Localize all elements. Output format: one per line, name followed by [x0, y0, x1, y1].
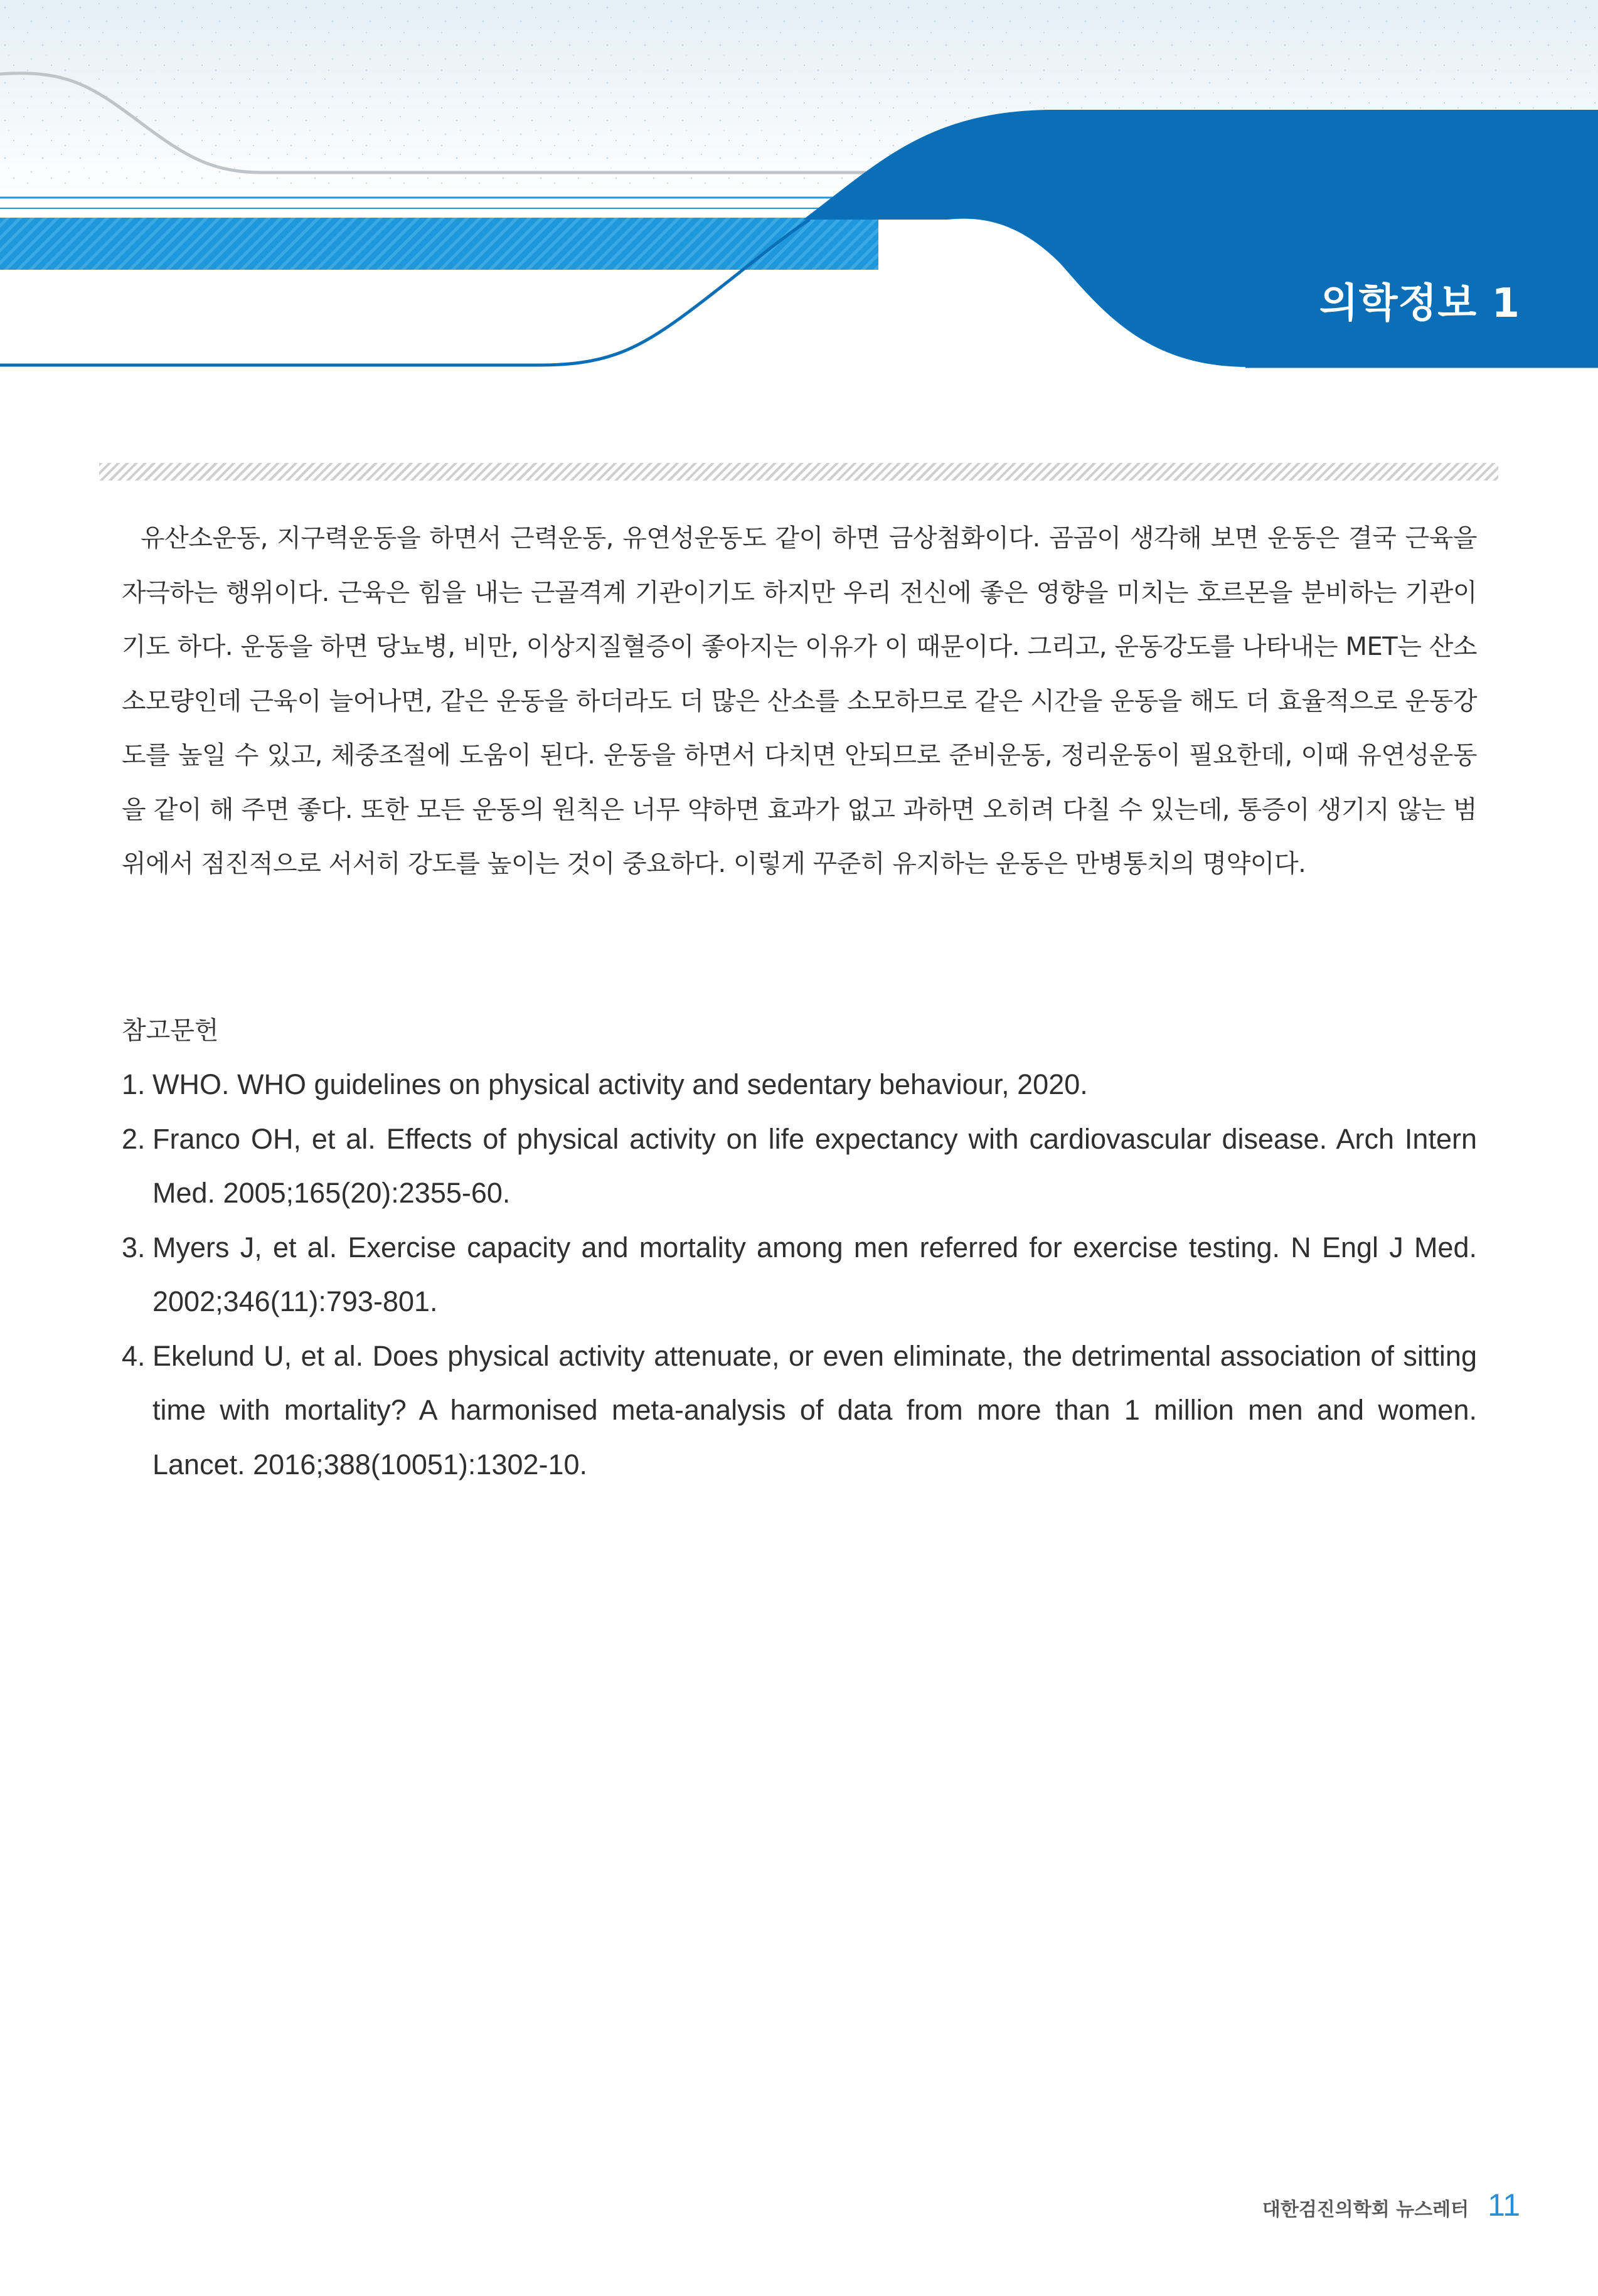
page-footer [1262, 2187, 1520, 2224]
body-paragraph: 유산소운동, 지구력운동을 하면서 근력운동, 유연성운동도 같이 하면 금상첨화이다. 곰곰이 생각해 보면 운동은 결국 근육을 자극하는 행위이다. 근육은 힘을 내는 근골격계 기관이기도 하지만 우리 전신에 좋은 영향을 미치는 호르몬을 분비하는 기관이기도 하다. 운동을 하면 당뇨병, 비만, 이상지질혈증이 좋아지는 이유가 이 때문이다. 그리고, 운동강도를 나타내는 MET는 산소소모량인데 근육이 늘어나면, 같은 운동을 하더라도 더 많은 산소를 소모하므로 같은 시간을 운동을 해도 더 효율적으로 운동강도를 높일 수 있고, 체중조절에 도움이 된다. 운동을 하면서 다치면 안되므로 준비운동, 정리운동이 필요한데, 이때 유연성운동을 같이 해 주면 좋다. 또한 모든 운동의 원칙은 너무 약하면 효과가 없고 과하면 오히려 다칠 수 있는데, 통증이 생기지 않는 범위에서 점진적으로 서서히 강도를 높이는 것이 중요하다. 이렇게 꾸준히 유지하는 운동은 만병통치의 명약이다. [122, 524, 1477, 878]
reference-item [122, 1329, 1477, 1492]
reference-item [122, 1112, 1477, 1221]
reference-number: 3. [122, 1231, 146, 1263]
reference-text: Franco OH, et al. Effects of physical activity on life expectancy with cardiovascular disease. Arch Intern Med. 2005;165(20):2355-60. [152, 1122, 1477, 1209]
references-list [122, 1058, 1477, 1492]
reference-text: Myers J, et al. Exercise capacity and mortality among men referred for exercise testing. N Engl J Med. 2002;346(11):793-801. [152, 1231, 1477, 1317]
publication-name: 대한검진의학회 뉴스레터 [1262, 2199, 1469, 2221]
hatched-divider [99, 463, 1498, 481]
reference-item [122, 1058, 1477, 1112]
reference-item [122, 1221, 1477, 1329]
reference-text: Ekelund U, et al. Does physical activity attenuate, or even eliminate, the detrimental association of sitting time with mortality? A harmonised meta-analysis of data from more than 1 million men and women. Lancet. 2016;388(10051):1302-10. [152, 1339, 1477, 1480]
page-number: 11 [1488, 2187, 1520, 2223]
reference-text: WHO. WHO guidelines on physical activity and sedentary behaviour, 2020. [152, 1068, 1088, 1100]
page-header [0, 0, 1598, 376]
references-section [122, 1004, 1477, 1492]
reference-number: 2. [122, 1122, 146, 1155]
reference-number: 4. [122, 1339, 146, 1372]
section-title: 의학정보 1 [1319, 280, 1520, 327]
reference-number: 1. [122, 1068, 146, 1100]
references-title: 참고문헌 [122, 1016, 219, 1045]
